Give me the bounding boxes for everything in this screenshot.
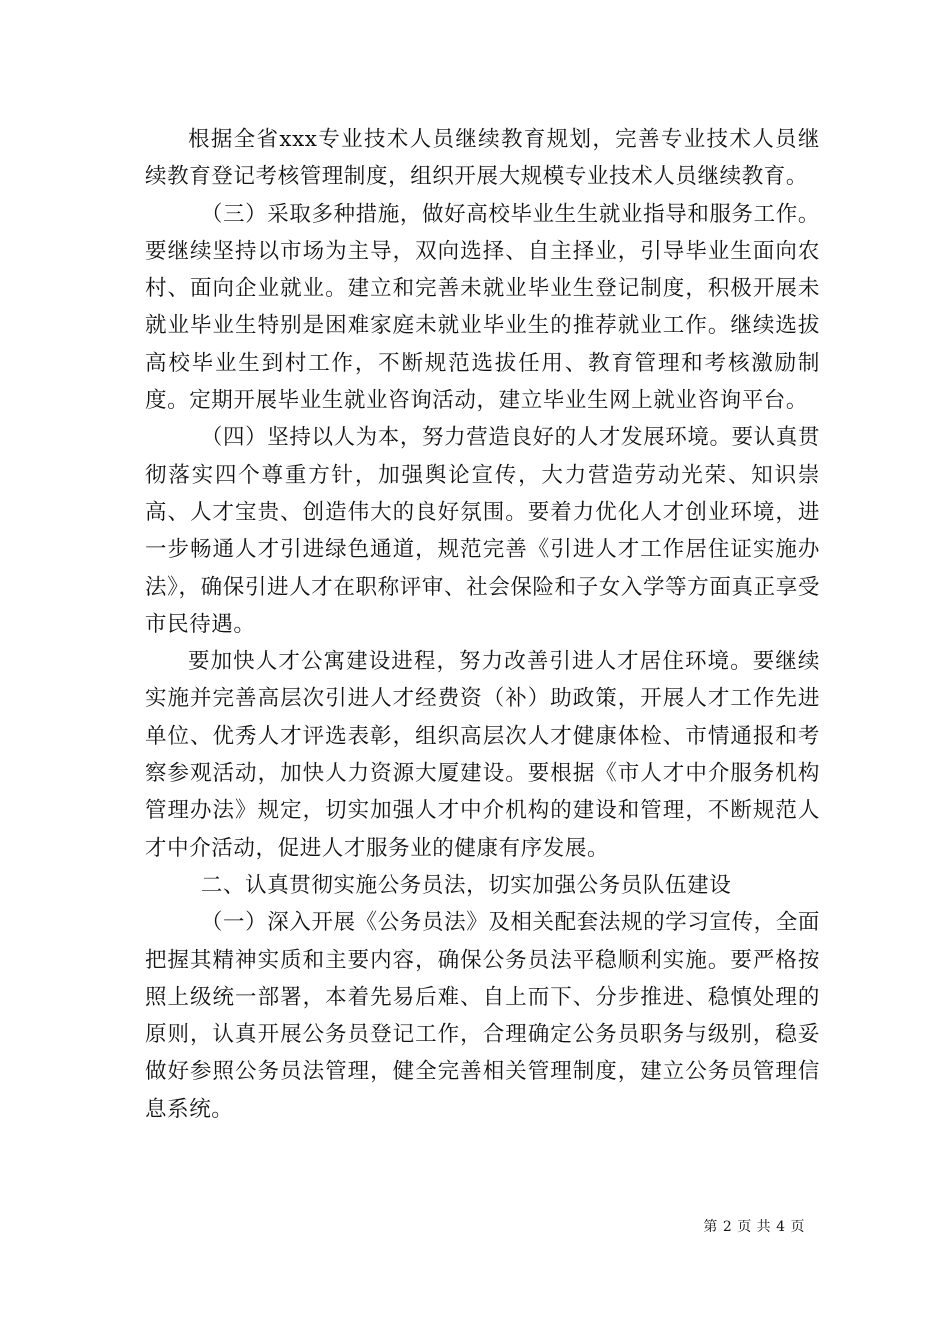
section-heading-civil-servant-law: 二、认真贯彻实施公务员法，切实加强公务员队伍建设 bbox=[200, 872, 732, 898]
paragraph-talent-environment: （四）坚持以人为本，努力营造良好的人才发展环境。要认真贯彻落实四个尊重方针，加强舆论宣传，大力营造劳动光荣、知识崇高、人才宝贵、创造伟大的良好氛围。要着力优化人才创业环境，进一步畅通人才引进绿色通道，规范完善《引进人才工作居住证实施办法》，确保引进人才在职称评审、社会保险和子女入学等方面真正享受市民待遇。 bbox=[145, 425, 820, 637]
paragraph-graduate-employment: （三）采取多种措施，做好高校毕业生生就业指导和服务工作。要继续坚持以市场为主导，双向选择、自主择业，引导毕业生面向农村、面向企业就业。建立和完善未就业毕业生登记制度，积极开展未就业毕业生特别是困难家庭未就业毕业生的推荐就业工作。继续选拔高校毕业生到村工作，不断规范选拔任用、教育管理和考核激励制度。定期开展毕业生就业咨询活动，建立毕业生网上就业咨询平台。 bbox=[145, 201, 820, 414]
page-number: 第 2 页 共 4 页 bbox=[703, 1219, 805, 1235]
paragraph-talent-apartment: 要加快人才公寓建设进程，努力改善引进人才居住环境。要继续实施并完善高层次引进人才经费资（补）助政策，开展人才工作先进单位、优秀人才评选表彰，组织高层次人才健康体检、市情通报和考察参观活动，加快人力资源大厦建设。要根据《市人才中介服务机构管理办法》规定，切实加强人才中介机构的建设和管理，不断规范人才中介活动，促进人才服务业的健康有序发展。 bbox=[145, 649, 820, 861]
paragraph-continuing-education: 根据全省xxx专业技术人员继续教育规划，完善专业技术人员继续教育登记考核管理制度，组织开展大规模专业技术人员继续教育。 bbox=[145, 127, 820, 190]
document-body bbox=[145, 121, 820, 1128]
paragraph-civil-servant-law-study: （一）深入开展《公务员法》及相关配套法规的学习宣传，全面把握其精神实质和主要内容，确保公务员法平稳顺利实施。要严格按照上级统一部署，本着先易后难、自上而下、分步推进、稳慎处理的原则，认真开展公务员登记工作，合理确定公务员职务与级别，稳妥做好参照公务员法管理，健全完善相关管理制度，建立公务员管理信息系统。 bbox=[145, 910, 820, 1122]
